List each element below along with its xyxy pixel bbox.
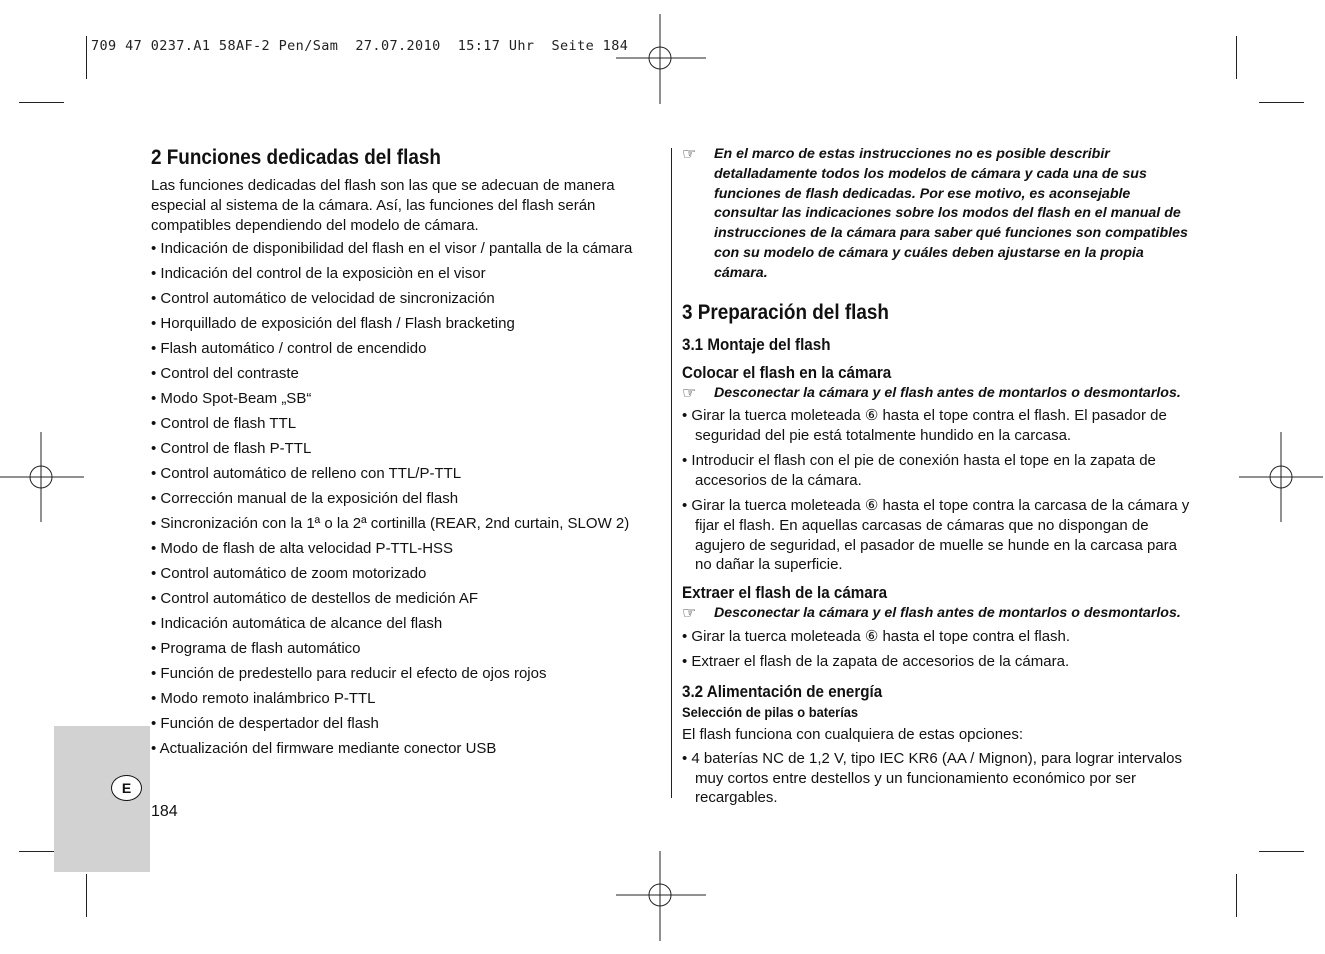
feature-list bbox=[151, 239, 656, 758]
list-item: • Girar la tuerca moleteada ⑥ hasta el tope contra la carcasa de la cámara y fijar el flash. En aquellas carcasas de cámaras que no dispongan de agujero de seguridad, el pasador de muelle se hunde en la carcasa para no dañar la superficie. bbox=[682, 496, 1190, 574]
list-item: • Girar la tuerca moleteada ⑥ hasta el tope contra el flash. El pasador de seguridad del pie está totalmente hundido en la carcasa. bbox=[682, 407, 1167, 445]
note-mount bbox=[682, 384, 1197, 404]
list-item: • Control de flash TTL bbox=[151, 415, 297, 433]
crop-mark bbox=[1259, 851, 1304, 852]
language-badge: E bbox=[111, 775, 142, 801]
registration-mark-top bbox=[616, 14, 706, 104]
column-divider bbox=[671, 148, 672, 798]
list-item: • Corrección manual de la exposición del flash bbox=[151, 490, 459, 508]
note-text: En el marco de estas instrucciones no es posible describir detalladamente todos los modelos de cámara y cada una de sus funciones de flash dedicadas. Por ese motivo, es aconsejable consultar las indicaciones sobre los modos del flash en el manual de instrucciones de la cámara para saber qué funciones son compatibles con su modelo de cámara y cuáles deben ajustarse en la propia cámara. bbox=[714, 146, 1188, 281]
list-item: • Modo remoto inalámbrico P-TTL bbox=[151, 690, 376, 708]
list-item: • Girar la tuerca moleteada ⑥ hasta el tope contra el flash. bbox=[682, 628, 1071, 646]
battery-intro: El flash funciona con cualquiera de estas opciones: bbox=[682, 726, 1024, 744]
note-text: Desconectar la cámara y el flash antes de montarlos o desmontarlos. bbox=[714, 605, 1181, 622]
note-compatibility bbox=[682, 145, 1197, 284]
registration-mark-left bbox=[0, 432, 84, 522]
list-item: • Función de despertador del flash bbox=[151, 715, 379, 733]
print-header: 709 47 0237.A1 58AF-2 Pen/Sam 27.07.2010 15:17 Uhr Seite 184 bbox=[91, 38, 629, 54]
registration-mark-right bbox=[1239, 432, 1323, 522]
section-title: 2 Funciones dedicadas del flash bbox=[151, 146, 441, 169]
list-item: • Modo de flash de alta velocidad P-TTL-HSS bbox=[151, 540, 454, 558]
crop-mark bbox=[86, 36, 87, 79]
crop-mark bbox=[1259, 102, 1304, 103]
section-title: 3 Preparación del flash bbox=[682, 300, 889, 324]
list-item: • Control del contraste bbox=[151, 365, 299, 383]
pointing-hand-icon: ☞ bbox=[682, 605, 697, 623]
language-tab bbox=[54, 726, 150, 872]
pointing-hand-icon: ☞ bbox=[682, 384, 697, 402]
mount-heading: Colocar el flash en la cámara bbox=[682, 363, 892, 382]
note-remove bbox=[682, 604, 1197, 624]
subsection-title: 3.2 Alimentación de energía bbox=[682, 683, 883, 702]
crop-mark bbox=[1236, 874, 1237, 917]
list-item: • Modo Spot-Beam „SB“ bbox=[151, 390, 312, 408]
list-item: • Actualización del firmware mediante conector USB bbox=[151, 740, 497, 758]
list-item: • 4 baterías NC de 1,2 V, tipo IEC KR6 (AA / Mignon), para lograr intervalos muy cortos entre destellos y un funcionamiento económico por ser recargables. bbox=[682, 749, 1182, 807]
crop-mark bbox=[86, 874, 87, 917]
crop-mark bbox=[19, 102, 64, 103]
list-item: • Extraer el flash de la zapata de accesorios de la cámara. bbox=[682, 653, 1070, 671]
list-item: • Control automático de zoom motorizado bbox=[151, 565, 427, 583]
list-item: • Control automático de velocidad de sincronización bbox=[151, 290, 495, 308]
left-column bbox=[151, 143, 656, 764]
list-item: • Programa de flash automático bbox=[151, 640, 361, 658]
mount-steps bbox=[682, 406, 1197, 575]
list-item: • Control de flash P-TTL bbox=[151, 440, 312, 458]
remove-heading: Extraer el flash de la cámara bbox=[682, 584, 888, 603]
battery-options bbox=[682, 749, 1197, 808]
list-item: • Horquillado de exposición del flash / Flash bracketing bbox=[151, 315, 515, 333]
list-item: • Control automático de destellos de medición AF bbox=[151, 590, 479, 608]
list-item: • Control automático de relleno con TTL/P-TTL bbox=[151, 465, 462, 483]
list-item: • Sincronización con la 1ª o la 2ª cortinilla (REAR, 2nd curtain, SLOW 2) bbox=[151, 515, 630, 533]
pointing-hand-icon: ☞ bbox=[682, 146, 697, 163]
page-number: 184 bbox=[151, 803, 178, 820]
list-item: • Indicación del control de la exposiciòn en el visor bbox=[151, 265, 486, 283]
section-intro: Las funciones dedicadas del flash son las que se adecuan de manera especial al sistema de la cámara. Así, las funciones del flash serán compatibles dependiendo del modelo de cámara. bbox=[151, 177, 615, 234]
list-item: • Indicación de disponibilidad del flash en el visor / pantalla de la cámara bbox=[151, 240, 633, 258]
note-text: Desconectar la cámara y el flash antes de montarlos o desmontarlos. bbox=[714, 384, 1181, 401]
right-column bbox=[682, 145, 1197, 813]
battery-heading: Selección de pilas o baterías bbox=[682, 704, 859, 721]
crop-mark bbox=[1236, 36, 1237, 79]
remove-steps bbox=[682, 627, 1197, 672]
registration-mark-bottom bbox=[616, 851, 706, 941]
subsection-title: 3.1 Montaje del flash bbox=[682, 335, 831, 354]
list-item: • Introducir el flash con el pie de conexión hasta el tope en la zapata de accesorios de la cámara. bbox=[682, 452, 1156, 489]
list-item: • Flash automático / control de encendido bbox=[151, 340, 427, 358]
list-item: • Indicación automática de alcance del flash bbox=[151, 615, 443, 633]
list-item: • Función de predestello para reducir el efecto de ojos rojos bbox=[151, 665, 547, 683]
